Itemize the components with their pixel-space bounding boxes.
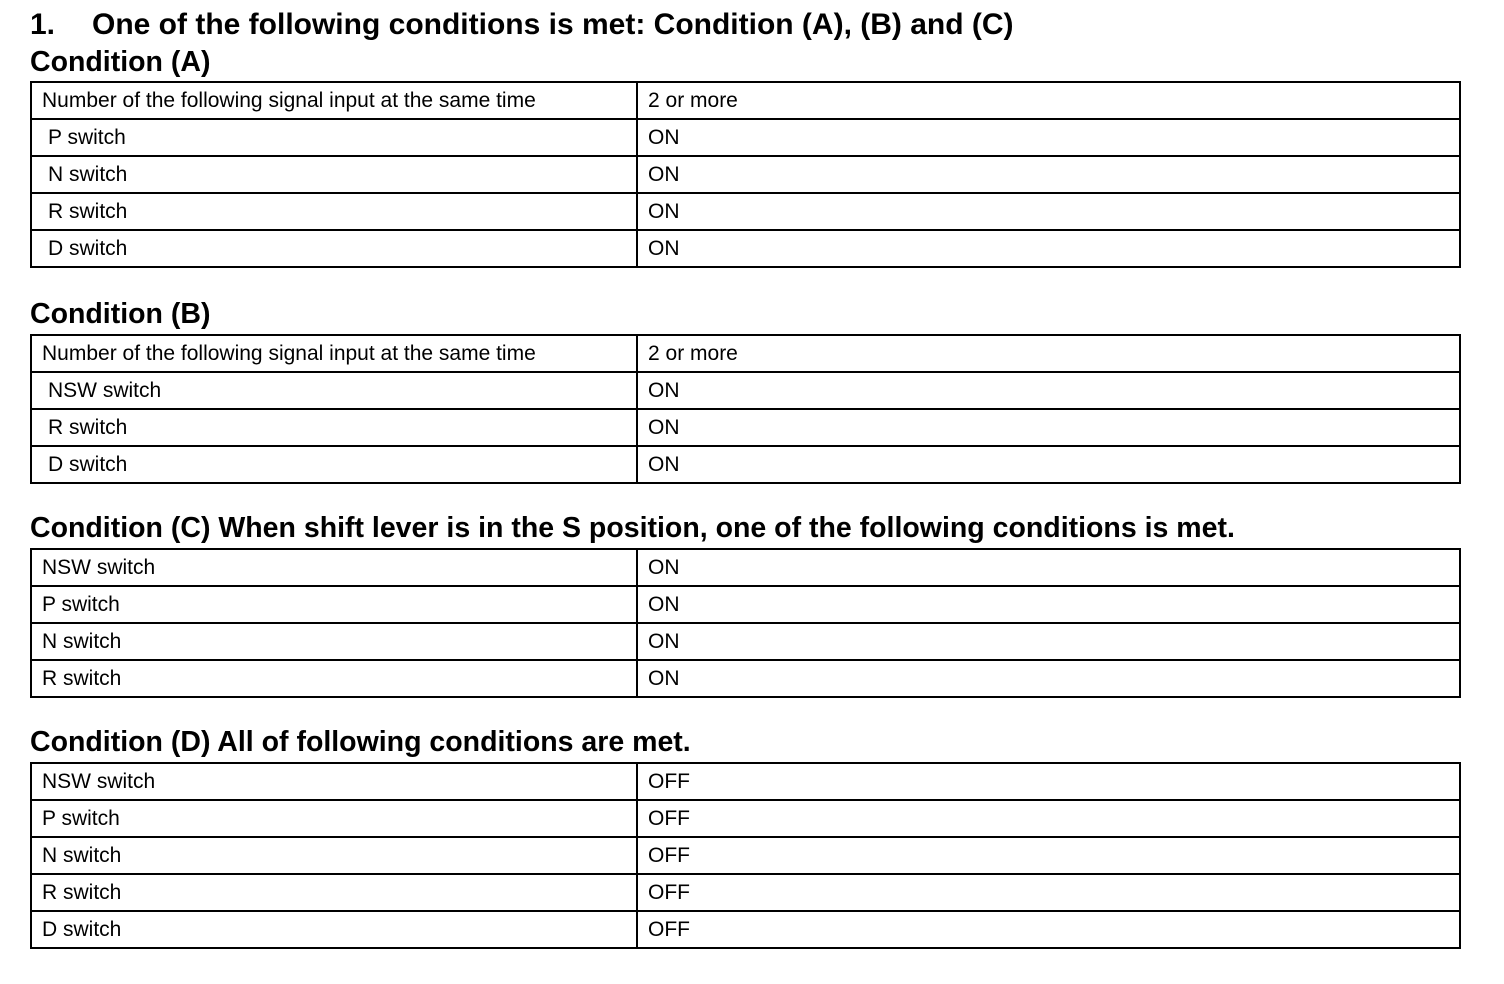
condition-b-table	[30, 334, 1461, 484]
table-row	[31, 660, 1460, 697]
row-value: OFF	[637, 837, 1460, 874]
condition-c-title: Condition (C) When shift lever is in the S position, one of the following conditions is met.	[30, 512, 1235, 544]
table-row	[31, 800, 1460, 837]
condition-a-table	[30, 81, 1461, 268]
row-label: P switch	[31, 119, 637, 156]
table-row	[31, 446, 1460, 483]
row-label: Number of the following signal input at the same time	[31, 335, 637, 372]
row-value: ON	[637, 230, 1460, 267]
row-value: OFF	[637, 763, 1460, 800]
heading-number: 1.	[30, 8, 56, 41]
condition-a-title: Condition (A)	[30, 46, 211, 78]
heading-text: One of the following conditions is met: Condition (A), (B) and (C)	[92, 8, 1014, 41]
table-row	[31, 837, 1460, 874]
row-label: N switch	[31, 837, 637, 874]
row-value: ON	[637, 446, 1460, 483]
condition-b-title: Condition (B)	[30, 298, 211, 330]
row-value: ON	[637, 623, 1460, 660]
row-label: N switch	[31, 623, 637, 660]
table-row	[31, 156, 1460, 193]
row-label: P switch	[31, 586, 637, 623]
table-row	[31, 586, 1460, 623]
table-row	[31, 193, 1460, 230]
row-label: NSW switch	[31, 372, 637, 409]
row-value: ON	[637, 660, 1460, 697]
table-row	[31, 119, 1460, 156]
row-value: 2 or more	[637, 82, 1460, 119]
row-label: R switch	[31, 193, 637, 230]
condition-d-table	[30, 762, 1461, 949]
condition-d-title: Condition (D) All of following conditions are met.	[30, 726, 691, 758]
table-row	[31, 409, 1460, 446]
row-value: ON	[637, 156, 1460, 193]
row-label: D switch	[31, 911, 637, 948]
table-row	[31, 549, 1460, 586]
table-row	[31, 623, 1460, 660]
table-row	[31, 82, 1460, 119]
row-label: R switch	[31, 660, 637, 697]
table-row	[31, 911, 1460, 948]
row-value: ON	[637, 372, 1460, 409]
row-value: ON	[637, 409, 1460, 446]
row-value: ON	[637, 193, 1460, 230]
row-label: NSW switch	[31, 763, 637, 800]
condition-c-table	[30, 548, 1461, 698]
table-row	[31, 230, 1460, 267]
row-value: ON	[637, 549, 1460, 586]
row-label: R switch	[31, 874, 637, 911]
table-row	[31, 763, 1460, 800]
row-label: N switch	[31, 156, 637, 193]
row-label: NSW switch	[31, 549, 637, 586]
row-value: ON	[637, 586, 1460, 623]
table-row	[31, 335, 1460, 372]
table-row	[31, 874, 1460, 911]
row-value: OFF	[637, 911, 1460, 948]
row-label: D switch	[31, 446, 637, 483]
row-value: 2 or more	[637, 335, 1460, 372]
row-value: ON	[637, 119, 1460, 156]
table-row	[31, 372, 1460, 409]
row-label: D switch	[31, 230, 637, 267]
row-label: R switch	[31, 409, 637, 446]
main-heading	[30, 7, 1014, 43]
row-label: P switch	[31, 800, 637, 837]
row-label: Number of the following signal input at the same time	[31, 82, 637, 119]
row-value: OFF	[637, 874, 1460, 911]
row-value: OFF	[637, 800, 1460, 837]
